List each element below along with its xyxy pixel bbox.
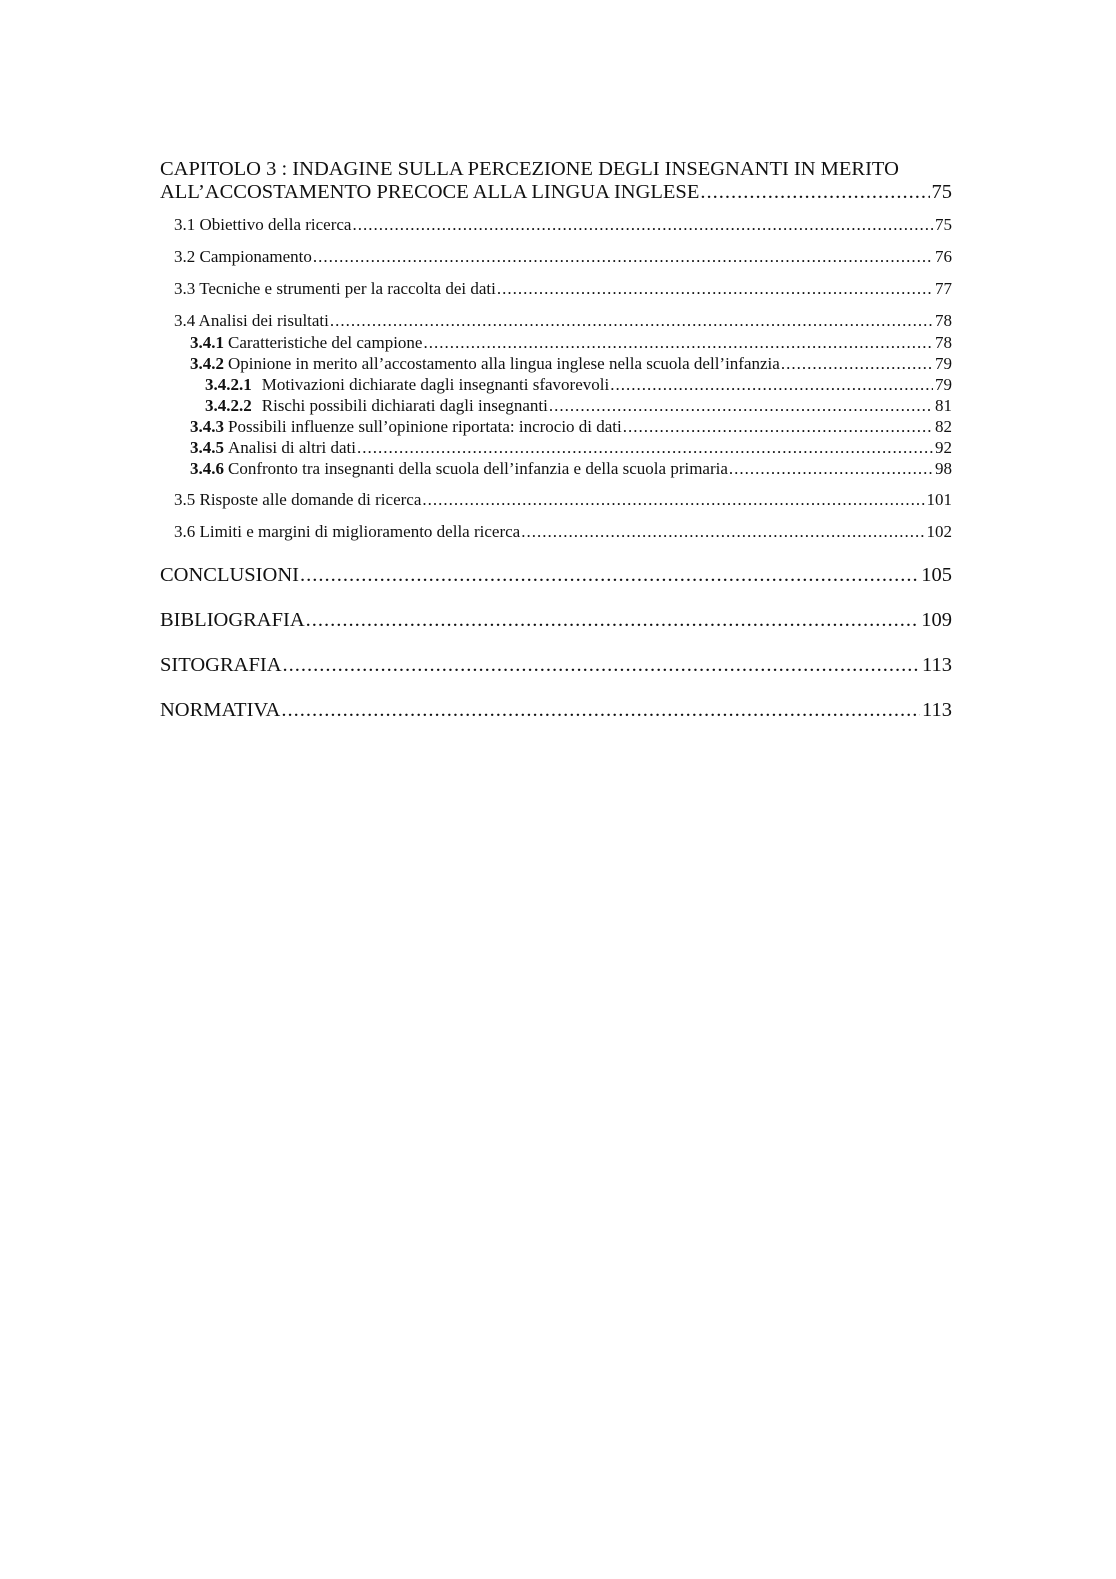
chapter-title-line-1: CAPITOLO 3 : INDAGINE SULLA PERCEZIONE DEGLI INSEGNANTI IN MERITO <box>160 158 899 180</box>
toc-entry-number: 3.4.2.2 <box>205 396 252 415</box>
dot-leader <box>497 278 933 300</box>
toc-page-number: 81 <box>935 396 952 415</box>
dot-leader <box>281 698 920 722</box>
toc-page-number: 113 <box>922 699 952 721</box>
toc-entry-normativa[interactable] <box>160 698 952 722</box>
toc-page-number: 79 <box>935 354 952 373</box>
toc-entry-number: 3.4.2.1 <box>205 375 252 394</box>
toc-entry-title: 3.4 Analisi dei risultati <box>174 311 329 330</box>
toc-entry-3-4-2-2[interactable] <box>160 395 952 416</box>
toc-entry-title: BIBLIOGRAFIA <box>160 609 305 631</box>
toc-entry-title: CONCLUSIONI <box>160 564 299 586</box>
dot-leader <box>300 563 919 587</box>
toc-entry-3-2[interactable] <box>160 246 952 268</box>
toc-entry-conclusioni[interactable] <box>160 563 952 587</box>
dot-leader <box>521 521 924 543</box>
toc-page-number: 109 <box>921 609 952 631</box>
dot-leader <box>700 181 929 204</box>
dot-leader <box>306 608 920 632</box>
dot-leader <box>781 353 933 374</box>
dot-leader <box>422 489 924 511</box>
toc-entry-3-4-6[interactable] <box>160 458 952 479</box>
dot-leader <box>357 437 933 458</box>
toc-entry-title: 3.3 Tecniche e strumenti per la raccolta dei dati <box>174 279 496 298</box>
toc-page-number: 76 <box>935 247 952 266</box>
toc-entry-3-4-1[interactable] <box>160 332 952 353</box>
toc-entry-number: 3.4.3 <box>190 417 224 436</box>
toc-page-number: 92 <box>935 438 952 457</box>
toc-entry-title: Opinione in merito all’accostamento alla lingua inglese nella scuola dell’infanzia <box>228 354 780 373</box>
dot-leader <box>610 374 933 395</box>
toc-entry-3-4-3[interactable] <box>160 416 952 437</box>
dot-leader <box>283 653 921 677</box>
toc-entry-number: 3.4.6 <box>190 459 224 478</box>
toc-entry-number: 3.4.2 <box>190 354 224 373</box>
toc-entry-title: NORMATIVA <box>160 699 281 721</box>
toc-page-number: 82 <box>935 417 952 436</box>
chapter-page-number: 75 <box>931 181 952 203</box>
toc-entry-title: Analisi di altri dati <box>228 438 356 457</box>
toc-entry-title: SITOGRAFIA <box>160 654 282 676</box>
toc-entry-title: 3.5 Risposte alle domande di ricerca <box>174 490 422 509</box>
toc-page-number: 98 <box>935 459 952 478</box>
toc-entry-title: Possibili influenze sull’opinione riportata: incrocio di dati <box>228 417 622 436</box>
toc-entry-title: 3.1 Obiettivo della ricerca <box>174 215 352 234</box>
toc-entry-bibliografia[interactable] <box>160 608 952 632</box>
dot-leader <box>729 458 933 479</box>
toc-entry-3-4[interactable] <box>160 310 952 332</box>
dot-leader <box>330 310 933 332</box>
toc-entry-3-4-2[interactable] <box>160 353 952 374</box>
toc-page-number: 105 <box>921 564 952 586</box>
toc-entry-number: 3.4.1 <box>190 333 224 352</box>
toc-entry-title: Motivazioni dichiarate dagli insegnanti sfavorevoli <box>261 375 610 394</box>
dot-leader <box>623 416 933 437</box>
toc-entry-number: 3.4.5 <box>190 438 224 457</box>
toc-entry-sitografia[interactable] <box>160 653 952 677</box>
toc-page-number: 79 <box>935 375 952 394</box>
toc-page-number: 78 <box>935 333 952 352</box>
dot-leader <box>423 332 933 353</box>
toc-entry-title: 3.6 Limiti e margini di miglioramento della ricerca <box>174 522 521 541</box>
toc-page-number: 102 <box>926 522 952 541</box>
toc-entry-title: Caratteristiche del campione <box>228 333 423 352</box>
toc-entry-title: Confronto tra insegnanti della scuola dell’infanzia e della scuola primaria <box>228 459 728 478</box>
toc-chapter-entry[interactable] <box>160 158 952 204</box>
toc-page-number: 75 <box>935 215 952 234</box>
toc-entry-3-4-2-1[interactable] <box>160 374 952 395</box>
table-of-contents <box>160 158 952 722</box>
toc-page-number: 78 <box>935 311 952 330</box>
dot-leader <box>549 395 933 416</box>
toc-entry-title: Rischi possibili dichiarati dagli insegnanti <box>261 396 548 415</box>
toc-entry-title: 3.2 Campionamento <box>174 247 312 266</box>
chapter-title-line-2: ALL’ACCOSTAMENTO PRECOCE ALLA LINGUA INGLESE <box>160 181 700 203</box>
toc-entry-3-1[interactable] <box>160 214 952 236</box>
toc-page-number: 113 <box>922 654 952 676</box>
toc-entry-3-3[interactable] <box>160 278 952 300</box>
dot-leader <box>313 246 933 268</box>
toc-entry-3-5[interactable] <box>160 489 952 511</box>
toc-entry-3-4-5[interactable] <box>160 437 952 458</box>
toc-page-number: 77 <box>935 279 952 298</box>
dot-leader <box>352 214 933 236</box>
toc-entry-3-6[interactable] <box>160 521 952 543</box>
toc-page-number: 101 <box>926 490 952 509</box>
